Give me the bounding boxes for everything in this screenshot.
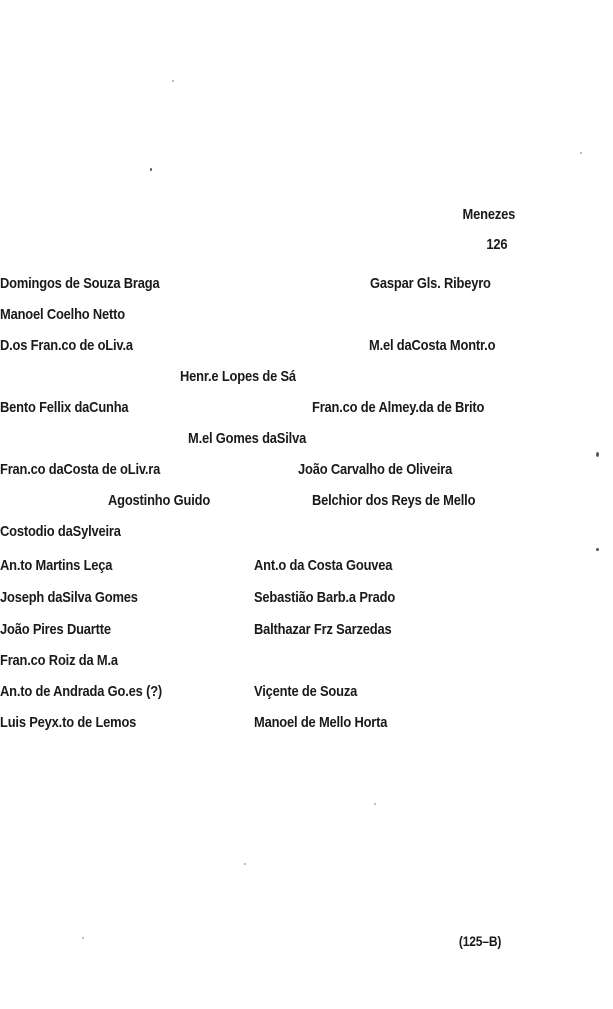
name-entry: Fran.co Roiz da M.a <box>0 652 118 669</box>
name-entry: An.to de Andrada Go.es (?) <box>0 683 163 700</box>
scan-speck <box>374 803 376 805</box>
name-entry: Viçente de Souza <box>254 683 358 700</box>
scan-speck <box>580 152 582 154</box>
name-entry: M.el daCosta Montr.o <box>369 337 496 354</box>
name-entry: João Carvalho de Oliveira <box>298 461 453 478</box>
name-entry: An.to Martins Leça <box>0 557 113 574</box>
name-entry: Belchior dos Reys de Mello <box>312 492 476 509</box>
name-entry: Luis Peyx.to de Lemos <box>0 714 137 731</box>
page-reference: (125–B) <box>458 933 501 949</box>
name-entry: D.os Fran.co de oLiv.a <box>0 337 133 354</box>
scan-speck <box>596 548 599 551</box>
name-entry: Domingos de Souza Braga <box>0 275 160 292</box>
name-entry: Fran.co de Almey.da de Brito <box>312 399 485 416</box>
name-entry: João Pires Duartte <box>0 621 111 638</box>
name-entry: Joseph daSilva Gomes <box>0 589 138 606</box>
name-entry: Sebastião Barb.a Prado <box>254 589 396 606</box>
name-entry: Manoel de Mello Horta <box>254 714 388 731</box>
scan-speck <box>150 168 152 171</box>
scan-speck <box>82 937 84 939</box>
name-entry: Fran.co daCosta de oLiv.ra <box>0 461 161 478</box>
name-entry: Bento Fellix daCunha <box>0 399 129 416</box>
name-entry: Costodio daSylveira <box>0 523 121 540</box>
name-entry: Manoel Coelho Netto <box>0 306 126 323</box>
page-number: 126 <box>485 236 507 253</box>
scan-speck <box>596 452 599 457</box>
scan-speck <box>172 80 174 82</box>
name-entry: M.el Gomes daSilva <box>188 430 307 447</box>
name-entry: Agostinho Guido <box>108 492 211 509</box>
name-entry: Balthazar Frz Sarzedas <box>254 621 392 638</box>
name-entry: Gaspar Gls. Ribeyro <box>370 275 491 292</box>
name-entry: Henr.e Lopes de Sá <box>180 368 296 385</box>
scan-speck <box>244 863 246 865</box>
page-surname: Menezes <box>462 206 515 223</box>
name-entry: Ant.o da Costa Gouvea <box>254 557 393 574</box>
